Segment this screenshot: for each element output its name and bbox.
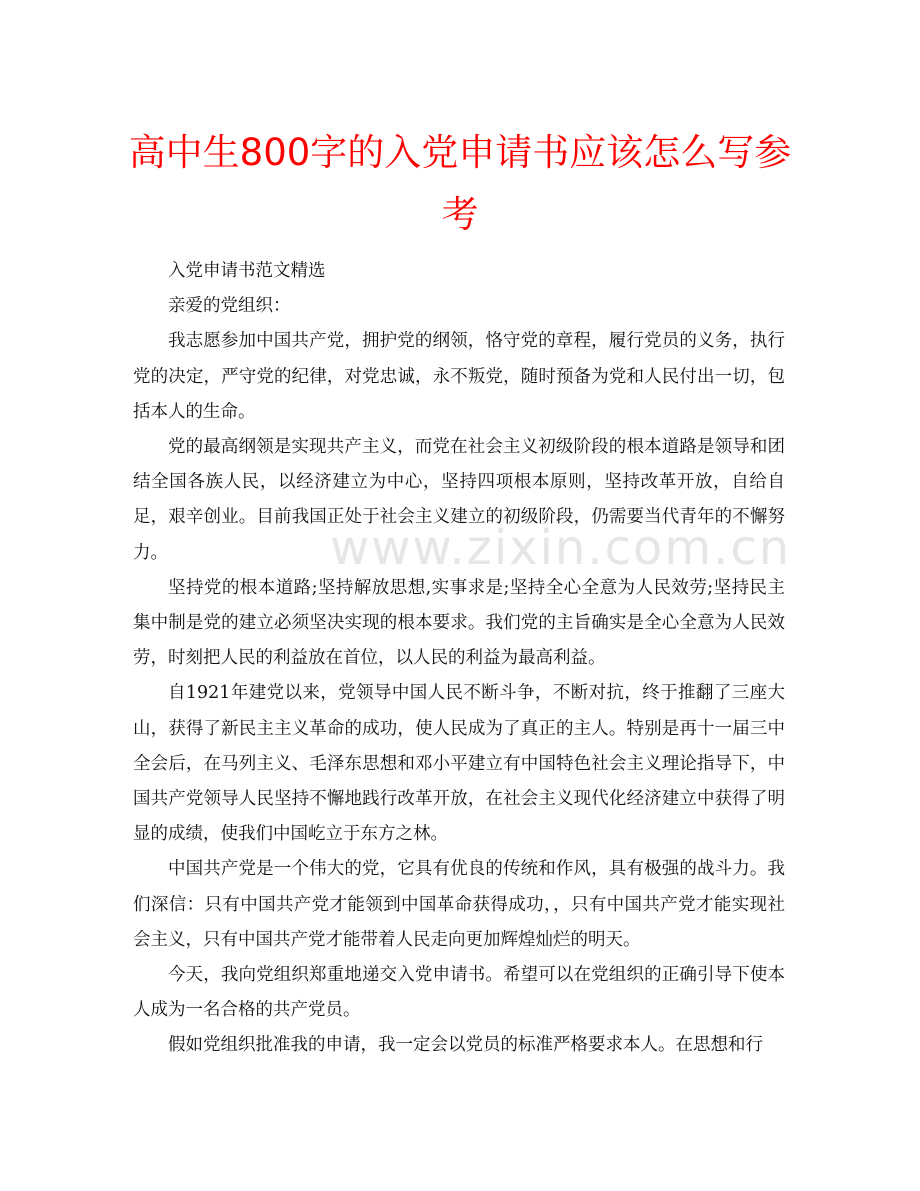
paragraph-heading: 入党申请书范文精选 [168, 261, 326, 281]
paragraph: 今天，我向党组织郑重地递交入党申请书。希望可以在党组织的正确引导下使本人成为一名合格的共产党员。 [133, 965, 785, 1021]
paragraph: 假如党组织批准我的申请，我一定会以党员的标准严格要求本人。在思想和行 [168, 1035, 763, 1056]
paragraph: 我志愿参加中国共产党，拥护党的纲领，恪守党的章程，履行党员的义务，执行党的决定，严守党的纪律，对党忠诚，永不叛党，随时预备为党和人民付出一切，包括本人的生命。 [133, 331, 785, 422]
document-body [133, 254, 785, 1064]
paragraph-salutation: 亲爱的党组织： [168, 296, 291, 317]
paragraph: 党的最高纲领是实现共产主义，而党在社会主义初级阶段的根本道路是领导和团结全国各族人民，以经济建立为中心，坚持四项根本原则，坚持改革开放，自给自足，艰辛创业。目前我国正处于社会主义建立的初级阶段，仍需要当代青年的不懈努力。 [133, 437, 785, 563]
document-title: 高中生800字的入党申请书应该怎么写参考 [128, 131, 792, 236]
paragraph: 中国共产党是一个伟大的党，它具有优良的传统和作风，具有极强的战斗力。我们深信：只有中国共产党才能领到中国革命获得成功，，只有中国共产党才能实现社会主义，只有中国共产党才能带着人民走向更加辉煌灿烂的明天。 [133, 859, 785, 950]
watermark: www.zixin.com.cn [330, 520, 792, 576]
paragraph: 自1921年建党以来，党领导中国人民不断斗争，不断对抗，终于推翻了三座大山，获得了新民主主义革命的成功，使人民成为了真正的主人。特别是再十一届三中全会后，在马列主义、毛泽东思想和邓小平建立有中国特色社会主义理论指导下，中国共产党领导人民坚持不懈地践行改革开放，在社会主义现代化经济建立中获得了明显的成绩，使我们中国屹立于东方之林。 [133, 683, 785, 845]
paragraph: 坚持党的根本道路;坚持解放思想,实事求是;坚持全心全意为人民效劳;坚持民主集中制是党的建立必须坚决实现的根本要求。我们党的主旨确实是全心全意为人民效劳，时刻把人民的利益放在首位，以人民的利益为最高利益。 [133, 577, 785, 669]
